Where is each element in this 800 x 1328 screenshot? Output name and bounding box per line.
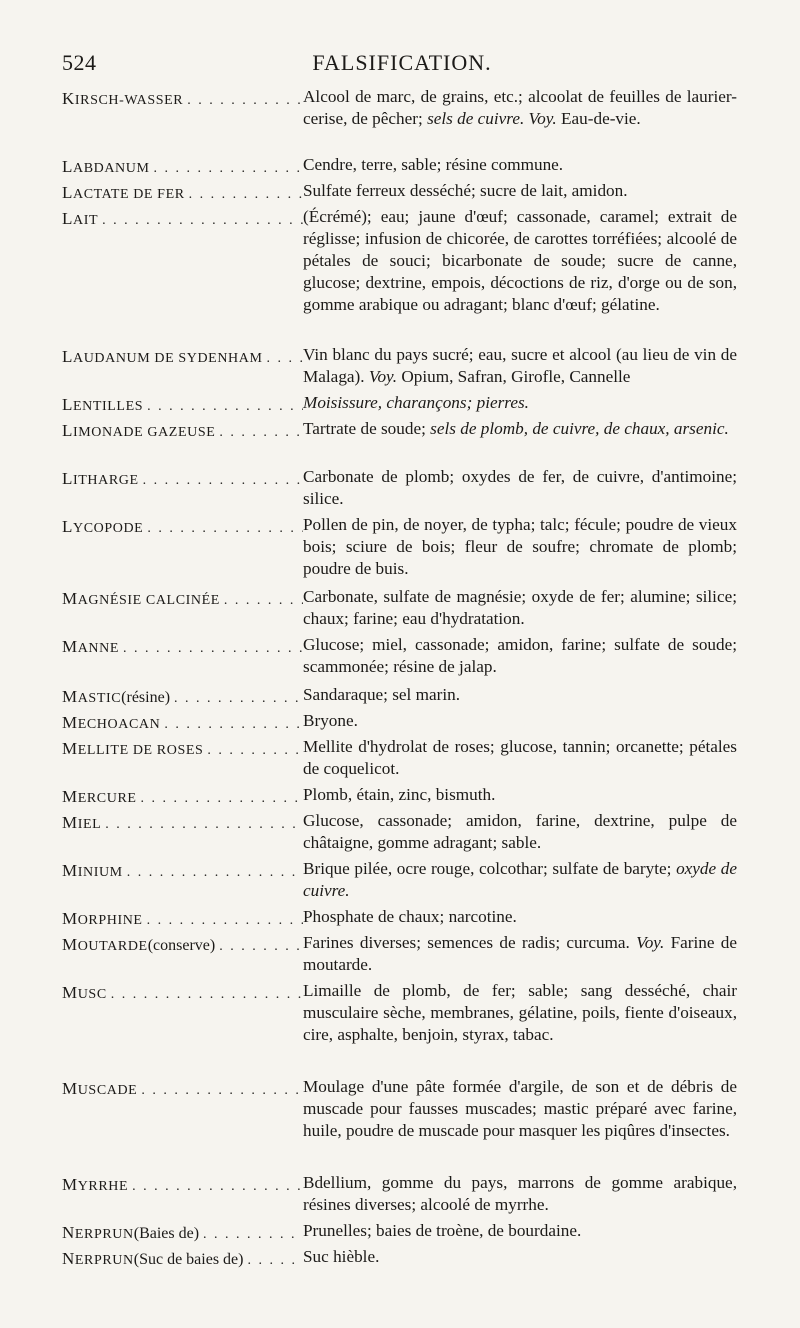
- entry-definition: [303, 1246, 737, 1268]
- definition-text: Vin blanc du pays sucré; eau, sucre et alcool (au lieu de vin de Malaga).: [303, 345, 737, 386]
- entry-term-text: MUSCADE: [62, 1079, 138, 1098]
- entry-term: [62, 1220, 303, 1246]
- dot-leader: [147, 396, 303, 418]
- page-number: 524: [62, 50, 97, 75]
- entry-term-text: MINIUM: [62, 861, 123, 880]
- entry: [62, 466, 737, 510]
- definition-text: Cendre, terre, sable; résine commune.: [303, 155, 564, 174]
- running-title: FALSIFICATION.: [312, 50, 492, 75]
- entry-term: [62, 1172, 303, 1198]
- entry: [62, 392, 737, 418]
- entry-definition: [303, 736, 737, 780]
- entry-term-qualifier: (conserve): [147, 937, 216, 954]
- dot-leader: [174, 688, 303, 710]
- definition-text: Plomb, étain, zinc, bismuth.: [303, 785, 496, 804]
- entry-term-text: LENTILLES: [62, 395, 144, 414]
- entry-definition: [303, 180, 737, 202]
- definition-italic: oxyde de cuivre.: [303, 859, 737, 900]
- dot-leader: [189, 184, 303, 206]
- dot-leader: [187, 90, 303, 112]
- dot-leader: [224, 590, 303, 612]
- definition-text: Tartrate de soude;: [303, 419, 431, 438]
- entry-definition: [303, 344, 737, 388]
- entry: [62, 784, 737, 810]
- entry-definition: [303, 466, 737, 510]
- entry-term: [62, 980, 303, 1006]
- entry-definition: [303, 1172, 737, 1216]
- definition-text: Eau-de-vie.: [556, 109, 641, 128]
- entry-term: [62, 514, 303, 540]
- entry-term: [62, 736, 303, 762]
- entry-definition: [303, 932, 737, 976]
- definition-text: Glucose, cassonade; amidon, farine, dextrine, pulpe de châtaigne, gomme adragant; sable.: [303, 811, 737, 852]
- dot-leader: [247, 1250, 303, 1272]
- entry-term-text: LABDANUM: [62, 157, 150, 176]
- entry: [62, 710, 737, 736]
- definition-italic: Voy.: [636, 933, 665, 952]
- dot-leader: [123, 638, 303, 660]
- entry-term-qualifier: (Baies de): [133, 1225, 200, 1242]
- entry-term: [62, 906, 303, 932]
- entry-term-text: LAUDANUM DE SYDENHAM: [62, 347, 263, 366]
- definition-text: Glucose; miel, cassonade; amidon, farine; sulfate de soude; scammonée; résine de jalap.: [303, 635, 737, 676]
- definition-text: Brique pilée, ocre rouge, colcothar; sulfate de baryte;: [303, 859, 677, 878]
- entry-definition: [303, 810, 737, 854]
- entry-definition: [303, 1076, 737, 1142]
- entry-definition: [303, 418, 737, 440]
- entry-term: [62, 710, 303, 736]
- entry-term: [62, 180, 303, 206]
- definition-text: Sulfate ferreux desséché; sucre de lait, amidon.: [303, 181, 628, 200]
- page-header: [62, 50, 742, 80]
- entry-term-text: MECHOACAN: [62, 713, 161, 732]
- definition-text: Bdellium, gomme du pays, marrons de gomme arabique, résines diverses; alcoolé de myrrhe.: [303, 1173, 737, 1214]
- entry-term: [62, 154, 303, 180]
- entry-term-text: MYRRHE: [62, 1175, 129, 1194]
- entry-term: [62, 206, 303, 232]
- dot-leader: [127, 862, 303, 884]
- entry: [62, 980, 737, 1046]
- entry-definition: [303, 684, 737, 706]
- entry: [62, 858, 737, 902]
- entry-term: [62, 466, 303, 492]
- entry: [62, 344, 737, 388]
- entry-definition: [303, 858, 737, 902]
- entry-term: [62, 1246, 303, 1272]
- entry-term-text: MANNE: [62, 637, 120, 656]
- dot-leader: [219, 936, 303, 958]
- dot-leader: [207, 740, 303, 762]
- entry: [62, 634, 737, 678]
- entry-term: [62, 586, 303, 612]
- entry-definition: [303, 206, 737, 316]
- entry-term-text: KIRSCH-WASSER: [62, 89, 184, 108]
- dot-leader: [132, 1176, 303, 1198]
- definition-text: Farine de moutarde.: [303, 933, 737, 974]
- entry-definition: [303, 784, 737, 806]
- entry-term: [62, 932, 303, 958]
- entry-term-text: LYCOPODE: [62, 517, 144, 536]
- entry-term-qualifier: (résine): [121, 689, 171, 706]
- entry-term-text: LIMONADE GAZEUSE: [62, 421, 216, 440]
- entry-definition: [303, 154, 737, 176]
- entry-term: [62, 1076, 303, 1102]
- entry: [62, 586, 737, 630]
- definition-text: Pollen de pin, de noyer, de typha; talc; fécule; poudre de vieux bois; sciure de bois; fleur de soufre; chromate de plomb; poudre de buis.: [303, 515, 737, 578]
- definition-text: Carbonate de plomb; oxydes de fer, de cuivre, d'antimoine; silice.: [303, 467, 737, 508]
- entry: [62, 1220, 737, 1246]
- dot-leader: [203, 1224, 303, 1246]
- definition-text: Mellite d'hydrolat de roses; glucose, tannin; orcanette; pétales de coquelicot.: [303, 737, 737, 778]
- entry-definition: [303, 980, 737, 1046]
- entry-term: [62, 418, 303, 444]
- dot-leader: [102, 210, 303, 232]
- dot-leader: [164, 714, 303, 736]
- definition-text: Limaille de plomb, de fer; sable; sang desséché, chair musculaire sèche, membranes, gélatine, poils, fiente d'oiseaux, cire, asphalte, benjoin, styrax, tabac.: [303, 981, 737, 1044]
- definition-text: Bryone.: [303, 711, 358, 730]
- entry-definition: [303, 634, 737, 678]
- definition-text: Phosphate de chaux; narcotine.: [303, 907, 517, 926]
- entry-term-text: MELLITE DE ROSES: [62, 739, 204, 758]
- entry-term-text: NERPRUN: [62, 1223, 134, 1242]
- entry: [62, 684, 737, 710]
- definition-text: Suc hièble.: [303, 1247, 380, 1266]
- entry-term: [62, 784, 303, 810]
- definition-italic: Voy.: [368, 367, 398, 386]
- dot-leader: [143, 470, 303, 492]
- entry-term: [62, 810, 303, 836]
- dot-leader: [219, 422, 303, 444]
- entry: [62, 1172, 737, 1216]
- definition-italic: Moisissure, charançons; pierres.: [303, 393, 529, 412]
- entry-definition: [303, 392, 737, 414]
- definition-italic: sels de plomb, de cuivre, de chaux, arsenic.: [430, 419, 729, 438]
- definition-text: Prunelles; baies de troène, de bourdaine.: [303, 1221, 582, 1240]
- entry: [62, 810, 737, 854]
- definition-italic: sels de cuivre. Voy.: [427, 109, 557, 128]
- dot-leader: [111, 984, 303, 1006]
- dot-leader: [105, 814, 303, 836]
- dot-leader: [147, 518, 303, 540]
- entry-term-text: MASTIC: [62, 687, 122, 706]
- entry-definition: [303, 710, 737, 732]
- entry-term-text: MORPHINE: [62, 909, 143, 928]
- entry-term-text: MOUTARDE: [62, 935, 148, 954]
- entry: [62, 206, 737, 316]
- entry-term: [62, 392, 303, 418]
- entry: [62, 1076, 737, 1142]
- entry: [62, 418, 737, 444]
- entry-definition: [303, 586, 737, 630]
- entry-term-qualifier: (Suc de baies de): [133, 1251, 244, 1268]
- entry-definition: [303, 1220, 737, 1242]
- entry-term-text: MERCURE: [62, 787, 137, 806]
- entry: [62, 86, 737, 130]
- entry: [62, 932, 737, 976]
- entry: [62, 154, 737, 180]
- entry-term-text: MAGNÉSIE CALCINÉE: [62, 589, 220, 608]
- entry: [62, 514, 737, 580]
- entry-term: [62, 634, 303, 660]
- entry-term-text: LAIT: [62, 209, 99, 228]
- entry: [62, 906, 737, 932]
- entry: [62, 1246, 737, 1272]
- entry-term-text: LITHARGE: [62, 469, 139, 488]
- entry-term-text: LACTATE DE FER: [62, 183, 185, 202]
- entry: [62, 736, 737, 780]
- definition-text: Carbonate, sulfate de magnésie; oxyde de fer; alumine; silice; chaux; farine; eau d'hydratation.: [303, 587, 737, 628]
- dot-leader: [267, 348, 304, 370]
- entry-term-text: NERPRUN: [62, 1249, 134, 1268]
- entry-term: [62, 684, 303, 710]
- dot-leader: [141, 788, 303, 810]
- dot-leader: [147, 910, 303, 932]
- definition-text: (Écrémé); eau; jaune d'œuf; cassonade, caramel; extrait de réglisse; infusion de chicorée, de carottes torréfiées; alcoolé de pétales de souci; bicarbonate de soude; sucre de canne, glucose; dextrine, empois, décoctions de riz, d'orge ou de son, gomme arabique ou adragant; blanc d'œuf; gélatine.: [303, 207, 737, 314]
- entry: [62, 180, 737, 206]
- definition-text: Alcool de marc, de grains, etc.; alcoolat de feuilles de laurier-cerise, de pêcher;: [303, 87, 737, 128]
- entry-term-text: MIEL: [62, 813, 102, 832]
- definition-text: Sandaraque; sel marin.: [303, 685, 461, 704]
- dot-leader: [154, 158, 303, 180]
- definition-text: Farines diverses; semences de radis; curcuma.: [303, 933, 637, 952]
- dot-leader: [141, 1080, 303, 1102]
- definition-text: Opium, Safran, Girofle, Cannelle: [397, 367, 631, 386]
- entry-term: [62, 344, 303, 370]
- entry-definition: [303, 514, 737, 580]
- entry-term-text: MUSC: [62, 983, 107, 1002]
- definition-text: Moulage d'une pâte formée d'argile, de son et de débris de muscade pour fausses muscades; mastic préparé avec farine, huile, poudre de muscade pour masquer les piqûres d'insectes.: [303, 1077, 737, 1140]
- entry-definition: [303, 906, 737, 928]
- entry-term: [62, 858, 303, 884]
- entry-definition: [303, 86, 737, 130]
- entry-term: [62, 86, 303, 112]
